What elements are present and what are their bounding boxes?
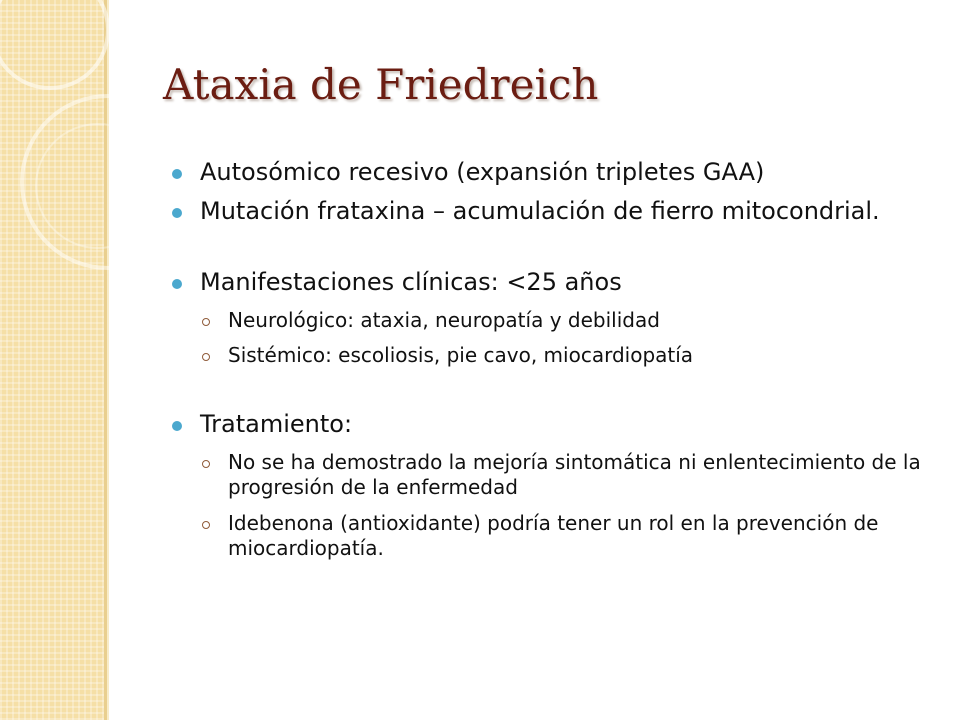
sub-bullet-text: Sistémico: escoliosis, pie cavo, miocardiopatía [228, 343, 694, 367]
slide-content [164, 158, 934, 561]
sub-bullet-icon [202, 353, 210, 361]
sub-bullet-text: Neurológico: ataxia, neuropatía y debilidad [228, 308, 660, 332]
bullet-icon [172, 169, 182, 179]
sub-bullet-item [164, 450, 934, 500]
bullet-text: Mutación frataxina – acumulación de fierro mitocondrial. [200, 197, 880, 225]
sub-bullet-text: Idebenona (antioxidante) podría tener un rol en la prevención de miocardiopatía. [228, 511, 879, 560]
bullet-text: Manifestaciones clínicas: <25 años [200, 268, 622, 296]
slide-title: Ataxia de Friedreich [163, 60, 599, 109]
sub-bullet-icon [202, 521, 210, 529]
bullet-item [164, 158, 934, 187]
sub-bullet-item [164, 511, 934, 561]
bullet-icon [172, 208, 182, 218]
sub-bullet-item [164, 308, 934, 333]
sub-bullet-text: No se ha demostrado la mejoría sintomática ni enlentecimiento de la progresión de la enfermedad [228, 450, 921, 499]
bullet-icon [172, 421, 182, 431]
bullet-item [164, 197, 934, 226]
sub-bullet-icon [202, 460, 210, 468]
sub-bullet-icon [202, 318, 210, 326]
bullet-text: Tratamiento: [200, 410, 353, 438]
bullet-item [164, 410, 934, 439]
sub-bullet-item [164, 343, 934, 368]
bullet-item [164, 268, 934, 297]
bullet-text: Autosómico recesivo (expansión tripletes GAA) [200, 158, 765, 186]
bullet-icon [172, 279, 182, 289]
